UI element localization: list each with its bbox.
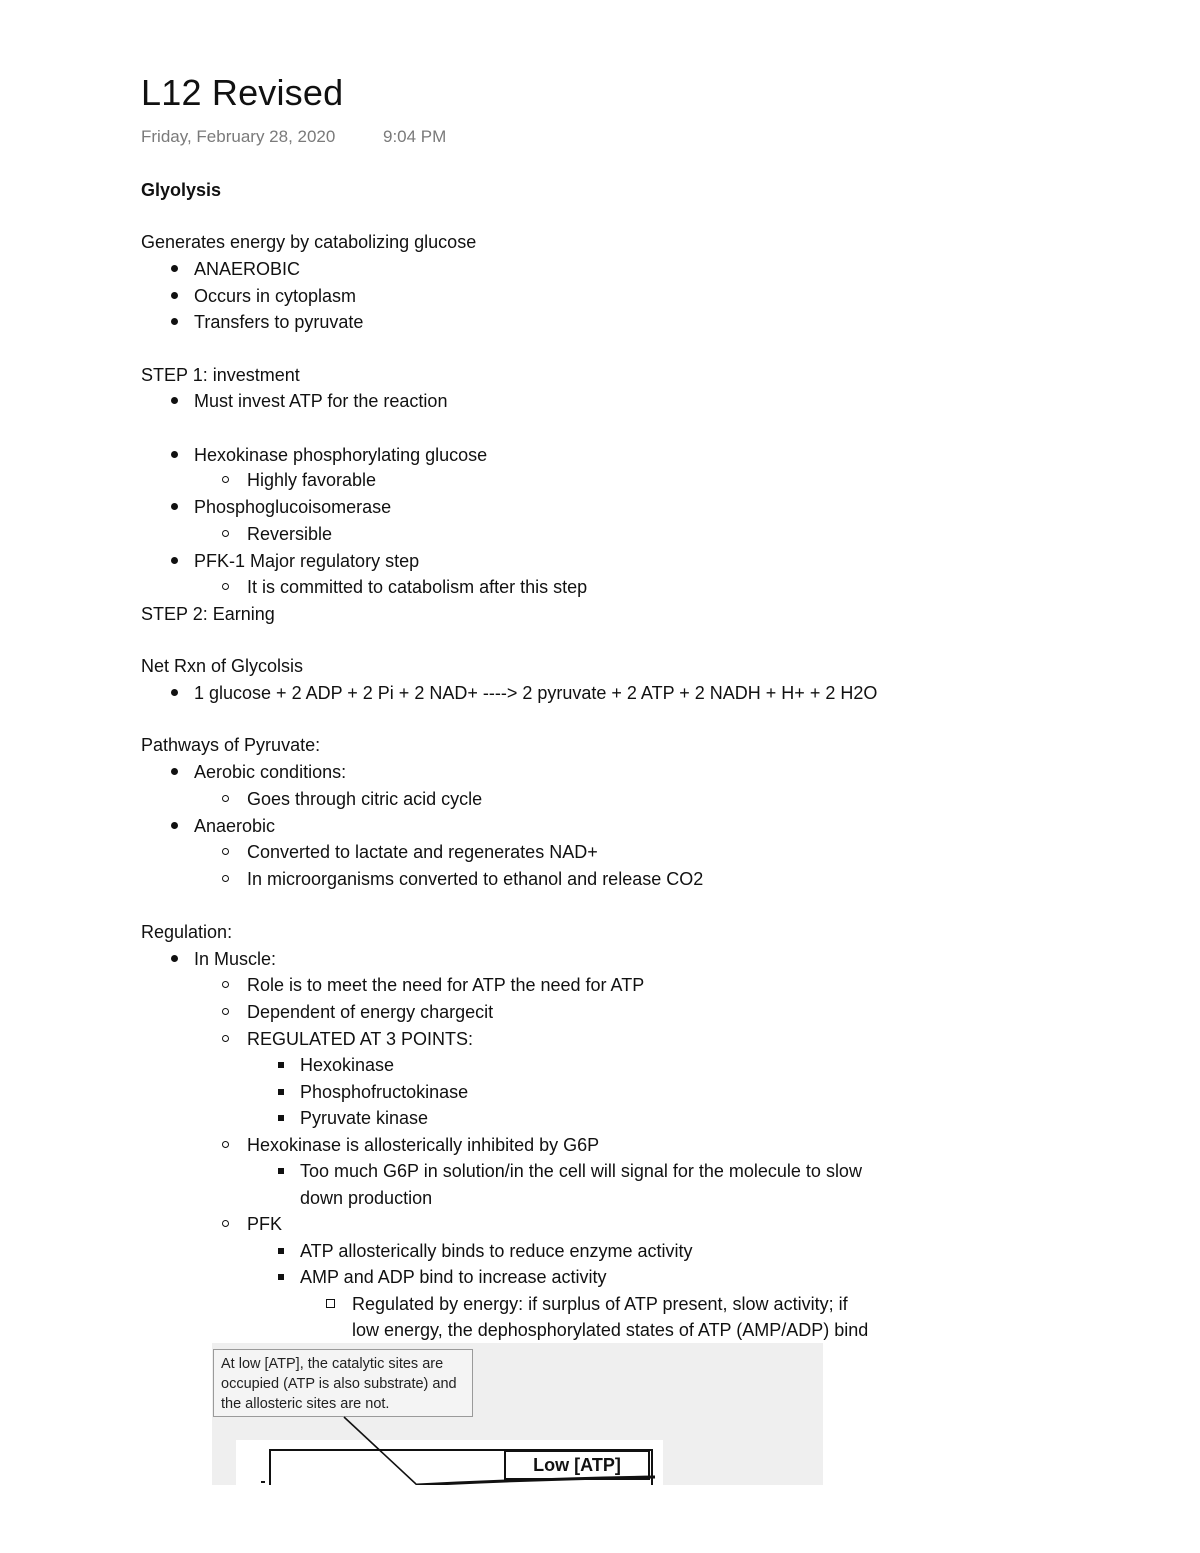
circle-bullet-icon	[222, 795, 229, 802]
list-item: Anaerobic	[194, 816, 276, 836]
bullet-icon	[171, 822, 178, 829]
list-item: It is committed to catabolism after this step	[247, 577, 588, 597]
bullet-icon	[171, 397, 178, 404]
list-item: AMP and ADP bind to increase activity	[300, 1267, 607, 1287]
list-item: In microorganisms converted to ethanol and release CO2	[247, 869, 704, 889]
circle-bullet-icon	[222, 1220, 229, 1227]
circle-bullet-icon	[222, 981, 229, 988]
circle-bullet-icon	[222, 583, 229, 590]
bullet-icon	[171, 503, 178, 510]
square-bullet-icon	[278, 1168, 284, 1174]
list-item: Hexokinase	[300, 1055, 395, 1075]
list-item: Goes through citric acid cycle	[247, 789, 483, 809]
intro-text: Generates energy by catabolizing glucose	[141, 232, 477, 252]
list-item: Phosphofructokinase	[300, 1082, 469, 1102]
bullet-icon	[171, 265, 178, 272]
list-item: In Muscle:	[194, 949, 277, 969]
list-item: Must invest ATP for the reaction	[194, 391, 448, 411]
square-bullet-icon	[278, 1274, 284, 1280]
list-item: ANAEROBIC	[194, 259, 301, 279]
list-item: Role is to meet the need for ATP the need for ATP	[247, 975, 645, 995]
square-bullet-icon	[278, 1062, 284, 1068]
list-item: Reversible	[247, 524, 333, 544]
list-item: Hexokinase phosphorylating glucose	[194, 445, 488, 465]
bullet-icon	[171, 292, 178, 299]
list-item: Phosphoglucoisomerase	[194, 497, 392, 517]
list-item: PFK	[247, 1214, 283, 1234]
bullet-icon	[171, 768, 178, 775]
list-item: Occurs in cytoplasm	[194, 286, 357, 306]
pathways-heading: Pathways of Pyruvate:	[141, 735, 321, 755]
page-title: L12 Revised	[141, 72, 344, 113]
bullet-icon	[171, 557, 178, 564]
bullet-icon	[171, 318, 178, 325]
square-bullet-icon	[278, 1248, 284, 1254]
list-item: Hexokinase is allosterically inhibited by G6P	[247, 1135, 600, 1155]
list-item-continuation: low energy, the dephosphorylated states of ATP (AMP/ADP) bind	[352, 1320, 869, 1340]
bullet-icon	[171, 955, 178, 962]
list-item: Highly favorable	[247, 470, 377, 490]
list-item: Pyruvate kinase	[300, 1108, 429, 1128]
bullet-icon	[171, 451, 178, 458]
circle-bullet-icon	[222, 875, 229, 882]
list-item: PFK-1 Major regulatory step	[194, 551, 420, 571]
circle-bullet-icon	[222, 1035, 229, 1042]
list-item-continuation: down production	[300, 1188, 433, 1208]
net-reaction-heading: Net Rxn of Glycolsis	[141, 656, 304, 676]
low-atp-label: Low [ATP]	[504, 1450, 650, 1480]
list-item: REGULATED AT 3 POINTS:	[247, 1029, 474, 1049]
list-item: ATP allosterically binds to reduce enzyme activity	[300, 1241, 693, 1261]
list-item: Transfers to pyruvate	[194, 312, 364, 332]
net-equation: 1 glucose + 2 ADP + 2 Pi + 2 NAD+ ----> 2 pyruvate + 2 ATP + 2 NADH + H+ + 2 H2O	[194, 683, 878, 703]
step2-heading: STEP 2: Earning	[141, 604, 275, 624]
callout-pointer	[212, 1343, 823, 1485]
list-item: Converted to lactate and regenerates NAD+	[247, 842, 598, 862]
circle-bullet-icon	[222, 848, 229, 855]
list-item: Too much G6P in solution/in the cell will signal for the molecule to slow	[300, 1161, 862, 1181]
step1-heading: STEP 1: investment	[141, 365, 300, 385]
bullet-icon	[171, 689, 178, 696]
circle-bullet-icon	[222, 1141, 229, 1148]
circle-bullet-icon	[222, 1008, 229, 1015]
hollow-square-bullet-icon	[326, 1299, 335, 1308]
note-date: Friday, February 28, 2020	[141, 127, 336, 146]
circle-bullet-icon	[222, 476, 229, 483]
list-item: Dependent of energy chargecit	[247, 1002, 494, 1022]
pfk-atp-figure	[212, 1343, 823, 1485]
glycolysis-heading: Glyolysis	[141, 180, 222, 200]
regulation-heading: Regulation:	[141, 922, 233, 942]
note-time: 9:04 PM	[383, 127, 447, 146]
list-item: Regulated by energy: if surplus of ATP present, slow activity; if	[352, 1294, 848, 1314]
figure-callout: At low [ATP], the catalytic sites are occupied (ATP is also substrate) and the allosteric sites are not.	[213, 1349, 473, 1417]
list-item: Aerobic conditions:	[194, 762, 347, 782]
circle-bullet-icon	[222, 530, 229, 537]
square-bullet-icon	[278, 1089, 284, 1095]
square-bullet-icon	[278, 1115, 284, 1121]
